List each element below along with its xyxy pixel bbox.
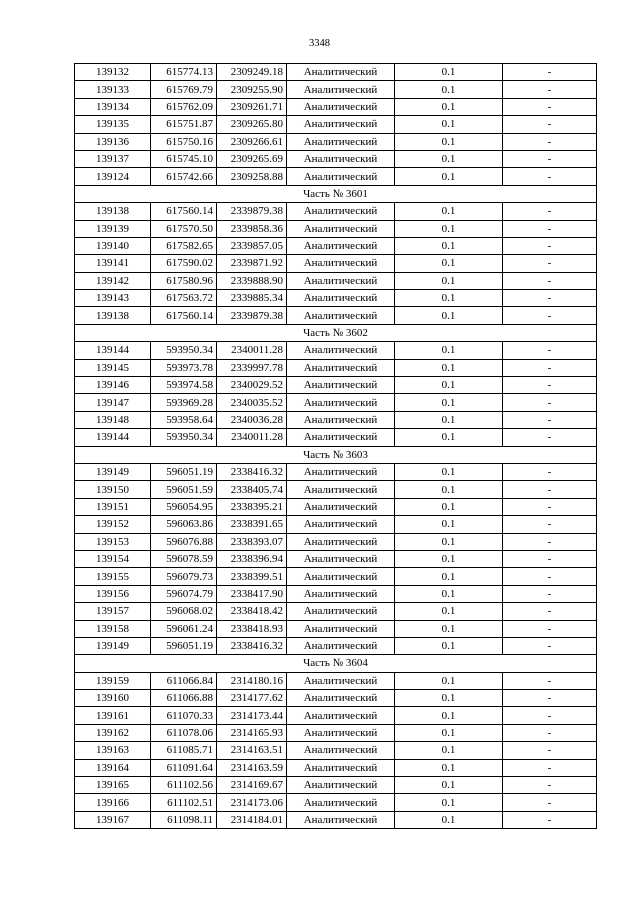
note-cell: - [503,672,597,689]
y-coordinate-cell: 2340011.28 [217,429,287,446]
note-cell: - [503,742,597,759]
table-row [75,133,597,150]
point-id-cell: 139152 [75,516,151,533]
x-coordinate-cell: 596051.19 [151,463,217,480]
accuracy-cell: 0.1 [395,759,503,776]
y-coordinate-cell: 2339871.92 [217,255,287,272]
method-cell: Аналитический [287,342,395,359]
y-coordinate-cell: 2314184.01 [217,811,287,828]
table-row [75,81,597,98]
y-coordinate-cell: 2338399.51 [217,568,287,585]
table-row [75,585,597,602]
coordinates-table-body [75,64,597,829]
y-coordinate-cell: 2338395.21 [217,498,287,515]
point-id-cell: 139163 [75,742,151,759]
y-coordinate-cell: 2339879.38 [217,307,287,324]
y-coordinate-cell: 2314165.93 [217,724,287,741]
table-row [75,759,597,776]
x-coordinate-cell: 596076.88 [151,533,217,550]
y-coordinate-cell: 2314177.62 [217,690,287,707]
x-coordinate-cell: 615745.10 [151,150,217,167]
method-cell: Аналитический [287,394,395,411]
table-row [75,377,597,394]
table-row [75,550,597,567]
accuracy-cell: 0.1 [395,359,503,376]
accuracy-cell: 0.1 [395,64,503,81]
y-coordinate-cell: 2314180.16 [217,672,287,689]
accuracy-cell: 0.1 [395,481,503,498]
x-coordinate-cell: 611098.11 [151,811,217,828]
y-coordinate-cell: 2314169.67 [217,777,287,794]
table-row [75,637,597,654]
table-row [75,429,597,446]
point-id-cell: 139157 [75,603,151,620]
point-id-cell: 139148 [75,411,151,428]
note-cell: - [503,568,597,585]
x-coordinate-cell: 611102.56 [151,777,217,794]
note-cell: - [503,411,597,428]
x-coordinate-cell: 611078.06 [151,724,217,741]
table-row [75,463,597,480]
y-coordinate-cell: 2340036.28 [217,411,287,428]
accuracy-cell: 0.1 [395,168,503,185]
point-id-cell: 139161 [75,707,151,724]
accuracy-cell: 0.1 [395,377,503,394]
y-coordinate-cell: 2339857.05 [217,237,287,254]
y-coordinate-cell: 2340029.52 [217,377,287,394]
x-coordinate-cell: 596054.95 [151,498,217,515]
x-coordinate-cell: 596051.19 [151,637,217,654]
accuracy-cell: 0.1 [395,794,503,811]
y-coordinate-cell: 2338416.32 [217,637,287,654]
table-row [75,394,597,411]
method-cell: Аналитический [287,168,395,185]
accuracy-cell: 0.1 [395,255,503,272]
point-id-cell: 139137 [75,150,151,167]
x-coordinate-cell: 593974.58 [151,377,217,394]
section-heading: Часть № 3601 [75,185,597,202]
point-id-cell: 139154 [75,550,151,567]
x-coordinate-cell: 615742.66 [151,168,217,185]
accuracy-cell: 0.1 [395,533,503,550]
note-cell: - [503,203,597,220]
method-cell: Аналитический [287,98,395,115]
table-row [75,533,597,550]
table-row [75,237,597,254]
accuracy-cell: 0.1 [395,150,503,167]
table-row [75,255,597,272]
y-coordinate-cell: 2338405.74 [217,481,287,498]
point-id-cell: 139156 [75,585,151,602]
x-coordinate-cell: 593950.34 [151,342,217,359]
note-cell: - [503,237,597,254]
y-coordinate-cell: 2314163.51 [217,742,287,759]
table-row [75,811,597,828]
point-id-cell: 139133 [75,81,151,98]
accuracy-cell: 0.1 [395,342,503,359]
point-id-cell: 139140 [75,237,151,254]
x-coordinate-cell: 615750.16 [151,133,217,150]
note-cell: - [503,220,597,237]
y-coordinate-cell: 2338418.42 [217,603,287,620]
x-coordinate-cell: 596078.59 [151,550,217,567]
y-coordinate-cell: 2339879.38 [217,203,287,220]
y-coordinate-cell: 2309261.71 [217,98,287,115]
y-coordinate-cell: 2314163.59 [217,759,287,776]
table-row [75,272,597,289]
x-coordinate-cell: 596061.24 [151,620,217,637]
accuracy-cell: 0.1 [395,742,503,759]
accuracy-cell: 0.1 [395,463,503,480]
accuracy-cell: 0.1 [395,620,503,637]
method-cell: Аналитический [287,203,395,220]
note-cell: - [503,707,597,724]
y-coordinate-cell: 2309258.88 [217,168,287,185]
method-cell: Аналитический [287,759,395,776]
note-cell: - [503,133,597,150]
note-cell: - [503,272,597,289]
note-cell: - [503,394,597,411]
accuracy-cell: 0.1 [395,429,503,446]
x-coordinate-cell: 617590.02 [151,255,217,272]
method-cell: Аналитический [287,307,395,324]
y-coordinate-cell: 2309265.80 [217,116,287,133]
accuracy-cell: 0.1 [395,637,503,654]
y-coordinate-cell: 2309249.18 [217,64,287,81]
point-id-cell: 139136 [75,133,151,150]
accuracy-cell: 0.1 [395,272,503,289]
y-coordinate-cell: 2309266.61 [217,133,287,150]
note-cell: - [503,550,597,567]
page-number: 3348 [309,38,330,49]
accuracy-cell: 0.1 [395,724,503,741]
table-row [75,794,597,811]
y-coordinate-cell: 2340011.28 [217,342,287,359]
note-cell: - [503,637,597,654]
method-cell: Аналитический [287,359,395,376]
x-coordinate-cell: 611066.84 [151,672,217,689]
section-heading: Часть № 3603 [75,446,597,463]
point-id-cell: 139143 [75,290,151,307]
point-id-cell: 139141 [75,255,151,272]
point-id-cell: 139144 [75,342,151,359]
accuracy-cell: 0.1 [395,672,503,689]
table-row [75,498,597,515]
note-cell: - [503,603,597,620]
method-cell: Аналитический [287,133,395,150]
table-row [75,568,597,585]
table-row [75,481,597,498]
x-coordinate-cell: 617570.50 [151,220,217,237]
point-id-cell: 139166 [75,794,151,811]
note-cell: - [503,64,597,81]
x-coordinate-cell: 615751.87 [151,116,217,133]
table-row [75,411,597,428]
table-row [75,168,597,185]
x-coordinate-cell: 617582.65 [151,237,217,254]
section-heading: Часть № 3602 [75,324,597,341]
point-id-cell: 139138 [75,307,151,324]
y-coordinate-cell: 2340035.52 [217,394,287,411]
x-coordinate-cell: 611066.88 [151,690,217,707]
accuracy-cell: 0.1 [395,290,503,307]
method-cell: Аналитический [287,550,395,567]
point-id-cell: 139147 [75,394,151,411]
y-coordinate-cell: 2338416.32 [217,463,287,480]
point-id-cell: 139149 [75,637,151,654]
y-coordinate-cell: 2309255.90 [217,81,287,98]
method-cell: Аналитический [287,64,395,81]
x-coordinate-cell: 617580.96 [151,272,217,289]
accuracy-cell: 0.1 [395,411,503,428]
x-coordinate-cell: 596074.79 [151,585,217,602]
table-row [75,203,597,220]
x-coordinate-cell: 593950.34 [151,429,217,446]
x-coordinate-cell: 617560.14 [151,307,217,324]
x-coordinate-cell: 615774.13 [151,64,217,81]
point-id-cell: 139162 [75,724,151,741]
x-coordinate-cell: 593973.78 [151,359,217,376]
accuracy-cell: 0.1 [395,498,503,515]
method-cell: Аналитический [287,150,395,167]
method-cell: Аналитический [287,568,395,585]
accuracy-cell: 0.1 [395,690,503,707]
y-coordinate-cell: 2339858.36 [217,220,287,237]
table-row [75,307,597,324]
y-coordinate-cell: 2339885.34 [217,290,287,307]
note-cell: - [503,724,597,741]
method-cell: Аналитический [287,533,395,550]
accuracy-cell: 0.1 [395,516,503,533]
x-coordinate-cell: 593958.64 [151,411,217,428]
note-cell: - [503,759,597,776]
accuracy-cell: 0.1 [395,394,503,411]
method-cell: Аналитический [287,637,395,654]
table-row [75,342,597,359]
note-cell: - [503,463,597,480]
x-coordinate-cell: 611070.33 [151,707,217,724]
point-id-cell: 139155 [75,568,151,585]
method-cell: Аналитический [287,724,395,741]
x-coordinate-cell: 596079.73 [151,568,217,585]
table-row [75,516,597,533]
method-cell: Аналитический [287,116,395,133]
method-cell: Аналитический [287,377,395,394]
method-cell: Аналитический [287,498,395,515]
table-row [75,690,597,707]
table-row [75,777,597,794]
note-cell: - [503,811,597,828]
method-cell: Аналитический [287,81,395,98]
method-cell: Аналитический [287,620,395,637]
point-id-cell: 139165 [75,777,151,794]
section-heading: Часть № 3604 [75,655,597,672]
method-cell: Аналитический [287,463,395,480]
method-cell: Аналитический [287,742,395,759]
table-row [75,290,597,307]
point-id-cell: 139149 [75,463,151,480]
note-cell: - [503,620,597,637]
note-cell: - [503,690,597,707]
y-coordinate-cell: 2338417.90 [217,585,287,602]
point-id-cell: 139164 [75,759,151,776]
accuracy-cell: 0.1 [395,568,503,585]
section-heading-row [75,185,597,202]
accuracy-cell: 0.1 [395,777,503,794]
y-coordinate-cell: 2339888.90 [217,272,287,289]
note-cell: - [503,377,597,394]
y-coordinate-cell: 2338391.65 [217,516,287,533]
section-heading-row [75,446,597,463]
x-coordinate-cell: 615762.09 [151,98,217,115]
table-row [75,98,597,115]
point-id-cell: 139146 [75,377,151,394]
accuracy-cell: 0.1 [395,550,503,567]
note-cell: - [503,116,597,133]
method-cell: Аналитический [287,220,395,237]
x-coordinate-cell: 596051.59 [151,481,217,498]
method-cell: Аналитический [287,672,395,689]
x-coordinate-cell: 596068.02 [151,603,217,620]
point-id-cell: 139151 [75,498,151,515]
point-id-cell: 139135 [75,116,151,133]
note-cell: - [503,307,597,324]
table-row [75,359,597,376]
accuracy-cell: 0.1 [395,237,503,254]
section-heading-row [75,324,597,341]
accuracy-cell: 0.1 [395,811,503,828]
y-coordinate-cell: 2338396.94 [217,550,287,567]
x-coordinate-cell: 596063.86 [151,516,217,533]
y-coordinate-cell: 2309265.69 [217,150,287,167]
table-row [75,724,597,741]
y-coordinate-cell: 2314173.44 [217,707,287,724]
point-id-cell: 139160 [75,690,151,707]
accuracy-cell: 0.1 [395,98,503,115]
method-cell: Аналитический [287,777,395,794]
accuracy-cell: 0.1 [395,585,503,602]
note-cell: - [503,359,597,376]
accuracy-cell: 0.1 [395,707,503,724]
accuracy-cell: 0.1 [395,220,503,237]
note-cell: - [503,481,597,498]
method-cell: Аналитический [287,237,395,254]
note-cell: - [503,498,597,515]
table-row [75,672,597,689]
x-coordinate-cell: 611091.64 [151,759,217,776]
point-id-cell: 139153 [75,533,151,550]
note-cell: - [503,516,597,533]
method-cell: Аналитический [287,603,395,620]
accuracy-cell: 0.1 [395,603,503,620]
x-coordinate-cell: 611085.71 [151,742,217,759]
method-cell: Аналитический [287,707,395,724]
note-cell: - [503,81,597,98]
method-cell: Аналитический [287,411,395,428]
point-id-cell: 139132 [75,64,151,81]
method-cell: Аналитический [287,429,395,446]
method-cell: Аналитический [287,690,395,707]
y-coordinate-cell: 2338418.93 [217,620,287,637]
y-coordinate-cell: 2338393.07 [217,533,287,550]
point-id-cell: 139145 [75,359,151,376]
point-id-cell: 139138 [75,203,151,220]
point-id-cell: 139158 [75,620,151,637]
accuracy-cell: 0.1 [395,203,503,220]
method-cell: Аналитический [287,272,395,289]
point-id-cell: 139142 [75,272,151,289]
point-id-cell: 139167 [75,811,151,828]
x-coordinate-cell: 617560.14 [151,203,217,220]
accuracy-cell: 0.1 [395,81,503,98]
method-cell: Аналитический [287,481,395,498]
coordinates-table [74,63,597,829]
table-row [75,707,597,724]
table-row [75,116,597,133]
method-cell: Аналитический [287,811,395,828]
note-cell: - [503,794,597,811]
note-cell: - [503,585,597,602]
note-cell: - [503,150,597,167]
accuracy-cell: 0.1 [395,307,503,324]
note-cell: - [503,533,597,550]
note-cell: - [503,98,597,115]
note-cell: - [503,342,597,359]
point-id-cell: 139150 [75,481,151,498]
accuracy-cell: 0.1 [395,133,503,150]
y-coordinate-cell: 2314173.06 [217,794,287,811]
note-cell: - [503,290,597,307]
x-coordinate-cell: 615769.79 [151,81,217,98]
note-cell: - [503,168,597,185]
table-row [75,150,597,167]
method-cell: Аналитический [287,290,395,307]
note-cell: - [503,777,597,794]
point-id-cell: 139159 [75,672,151,689]
accuracy-cell: 0.1 [395,116,503,133]
note-cell: - [503,255,597,272]
table-row [75,220,597,237]
point-id-cell: 139144 [75,429,151,446]
method-cell: Аналитический [287,516,395,533]
point-id-cell: 139124 [75,168,151,185]
method-cell: Аналитический [287,255,395,272]
section-heading-row [75,655,597,672]
x-coordinate-cell: 617563.72 [151,290,217,307]
note-cell: - [503,429,597,446]
table-row [75,742,597,759]
point-id-cell: 139134 [75,98,151,115]
x-coordinate-cell: 611102.51 [151,794,217,811]
method-cell: Аналитический [287,794,395,811]
y-coordinate-cell: 2339997.78 [217,359,287,376]
method-cell: Аналитический [287,585,395,602]
point-id-cell: 139139 [75,220,151,237]
table-row [75,603,597,620]
table-row [75,620,597,637]
table-row [75,64,597,81]
x-coordinate-cell: 593969.28 [151,394,217,411]
